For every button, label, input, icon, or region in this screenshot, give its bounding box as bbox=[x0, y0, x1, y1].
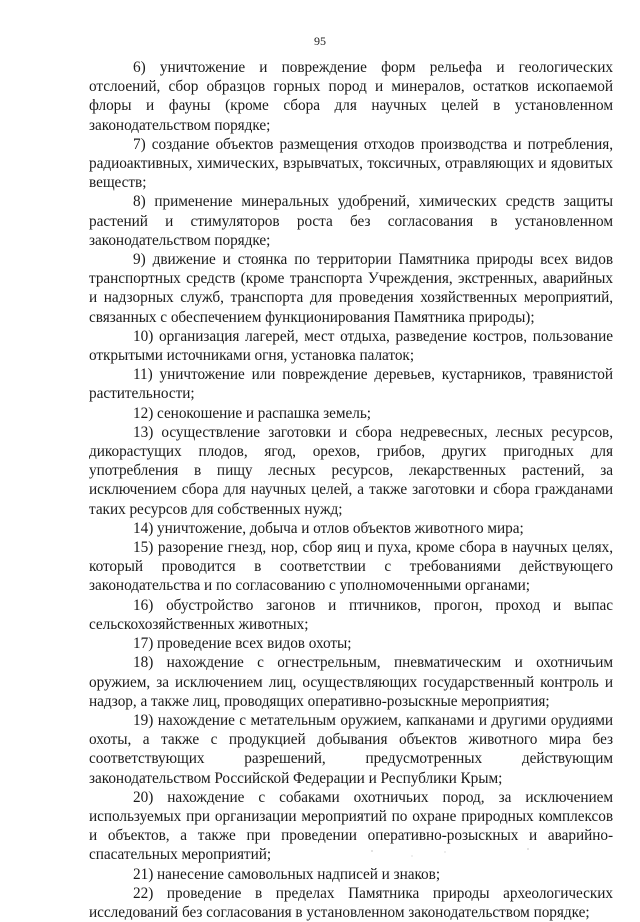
list-item: 9) движение и стоянка по территории Памятника природы всех видов транспортных средств (кроме транспорта Учреждения, экстренных, аварийных и надзорных служб, транспорта для проведения хозяйственных мероприятий, связанных с обеспечением функционирования Памятника природы); bbox=[89, 251, 613, 326]
list-item: 15) разорение гнезд, нор, сбор яиц и пуха, кроме сбора в научных целях, который проводится в соответствии с требованиями действующего законодательства и по согласованию с уполномоченными органами; bbox=[89, 539, 613, 595]
list-item: 7) создание объектов размещения отходов производства и потребления, радиоактивных, химических, взрывчатых, токсичных, отравляющих и ядовитых веществ; bbox=[89, 135, 613, 192]
list-item: 11) уничтожение или повреждение деревьев, кустарников, травянистой растительности; bbox=[89, 366, 613, 403]
list-item: 22) проведение в пределах Памятника природы археологических исследований без согласования в установленном законодательством порядке; bbox=[89, 884, 613, 921]
list-item: 14) уничтожение, добыча и отлов объектов животного мира; bbox=[133, 519, 524, 537]
list-item: 17) проведение всех видов охоты; bbox=[133, 635, 352, 653]
list-item: 6) уничтожение и повреждение форм рельефа и геологических отслоений, сбор образцов горных пород и минералов, остатков ископаемой флоры и фауны (кроме сбора для научных целей в установленном законодательством порядке; bbox=[89, 59, 613, 134]
list-item: 18) нахождение с огнестрельным, пневматическим и охотничьим оружием, за исключением лиц, осуществляющих государственный контроль и надзор, а также лиц, проводящих оперативно-розыскные мероприятия; bbox=[89, 654, 613, 710]
prohibited-activities-list bbox=[89, 58, 613, 922]
list-item: 19) нахождение с метательным оружием, капканами и другими орудиями охоты, а также с продукцией добывания объектов животного мира без соответствующих разрешений, предусмотренных действующим законодательством Российской Федерации и Республики Крым; bbox=[89, 711, 613, 787]
list-item: 16) обустройство загонов и птичников, прогон, проход и выпас сельскохозяйственных животных; bbox=[89, 596, 613, 633]
list-item: 20) нахождение с собаками охотничьих пород, за исключением используемых при организации мероприятий по охране природных комплексов и объектов, а также при проведении оперативно-розыскных и аварийно-спасательных мероприятий; bbox=[89, 788, 613, 864]
page-number: 95 bbox=[314, 34, 326, 48]
list-item: 13) осуществление заготовки и сбора недревесных, лесных ресурсов, дикорастущих плодов, ягод, орехов, грибов, других пригодных для употребления в пищу лесных ресурсов, лекарственных растений, за исключением сбора для научных целей, а также заготовки и сбора гражданами таких ресурсов для собственных нужд; bbox=[89, 423, 613, 518]
list-item: 12) сенокошение и распашка земель; bbox=[133, 404, 371, 422]
list-item: 10) организация лагерей, мест отдыха, разведение костров, пользование открытыми источниками огня, установка палаток; bbox=[89, 327, 613, 365]
list-item: 8) применение минеральных удобрений, химических средств защиты растений и стимуляторов роста без согласования в установленном законодательством порядке; bbox=[89, 193, 613, 249]
list-item: 21) нанесение самовольных надписей и знаков; bbox=[133, 865, 441, 883]
